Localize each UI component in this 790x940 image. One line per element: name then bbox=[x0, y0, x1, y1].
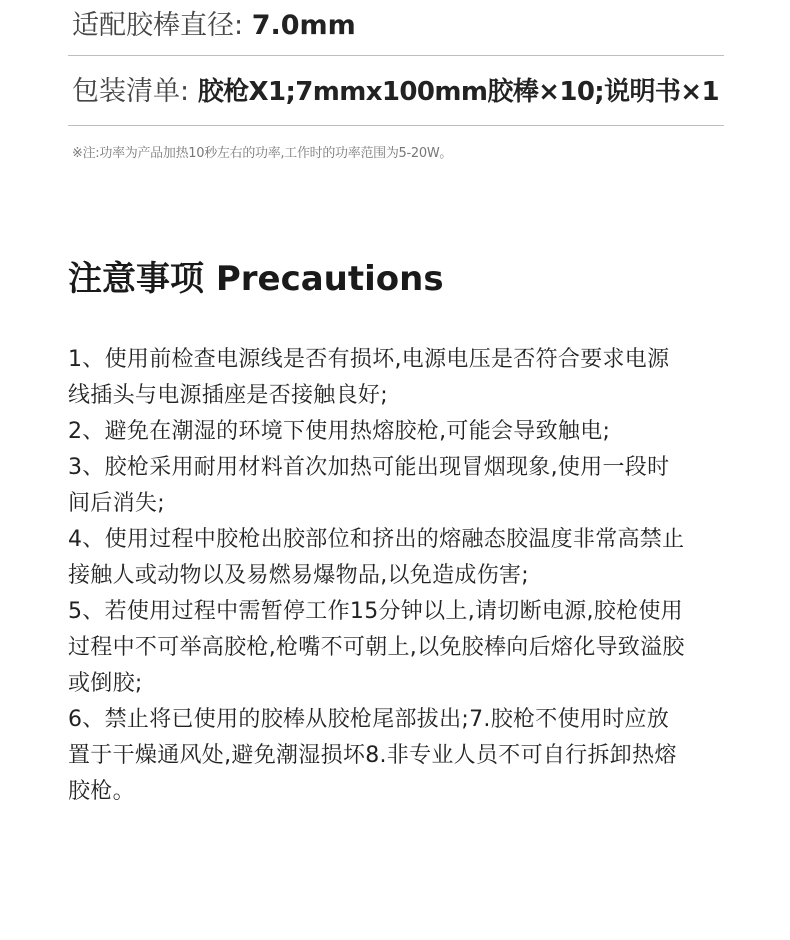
spec-label-stick-diameter: 适配胶棒直径: bbox=[72, 10, 244, 41]
precaution-line: 线插头与电源插座是否接触良好; bbox=[68, 383, 388, 408]
precaution-line: 间后消失; bbox=[68, 491, 165, 516]
precautions-heading: 注意事项 Precautions bbox=[68, 259, 444, 299]
precautions-list bbox=[68, 342, 733, 810]
precaution-line: 3、胶枪采用耐用材料首次加热可能出现冒烟现象,使用一段时 bbox=[68, 455, 670, 480]
spec-label-package-list: 包装清单: bbox=[72, 76, 190, 107]
precaution-line: 胶枪。 bbox=[68, 779, 135, 804]
power-footnote: ※注:功率为产品加热10秒左右的功率,工作时的功率范围为5-20W。 bbox=[72, 146, 453, 161]
precaution-line: 4、使用过程中胶枪出胶部位和挤出的熔融态胶温度非常高禁止 bbox=[68, 527, 685, 552]
spec-row-stick-diameter bbox=[72, 6, 356, 46]
spec-row-package-list bbox=[72, 72, 719, 112]
precaution-line: 接触人或动物以及易燃易爆物品,以免造成伤害; bbox=[68, 563, 530, 588]
divider bbox=[68, 125, 724, 126]
precaution-line: 2、避免在潮湿的环境下使用热熔胶枪,可能会导致触电; bbox=[68, 419, 611, 444]
divider bbox=[68, 55, 724, 56]
precaution-line: 1、使用前检查电源线是否有损坏,电源电压是否符合要求电源 bbox=[68, 347, 670, 372]
precaution-line: 6、禁止将已使用的胶棒从胶枪尾部拔出;7.胶枪不使用时应放 bbox=[68, 707, 670, 732]
precaution-line: 5、若使用过程中需暂停工作15分钟以上,请切断电源,胶枪使用 bbox=[68, 599, 683, 624]
spec-value-package-list: 胶枪X1;7mmx100mm胶棒×10;说明书×1 bbox=[197, 77, 719, 107]
precaution-line: 置于干燥通风处,避免潮湿损坏8.非专业人员不可自行拆卸热熔 bbox=[68, 743, 677, 768]
precaution-line: 过程中不可举高胶枪,枪嘴不可朝上,以免胶棒向后熔化导致溢胶 bbox=[68, 635, 685, 660]
precaution-line: 或倒胶; bbox=[68, 671, 143, 696]
spec-value-stick-diameter: 7.0mm bbox=[251, 10, 356, 41]
